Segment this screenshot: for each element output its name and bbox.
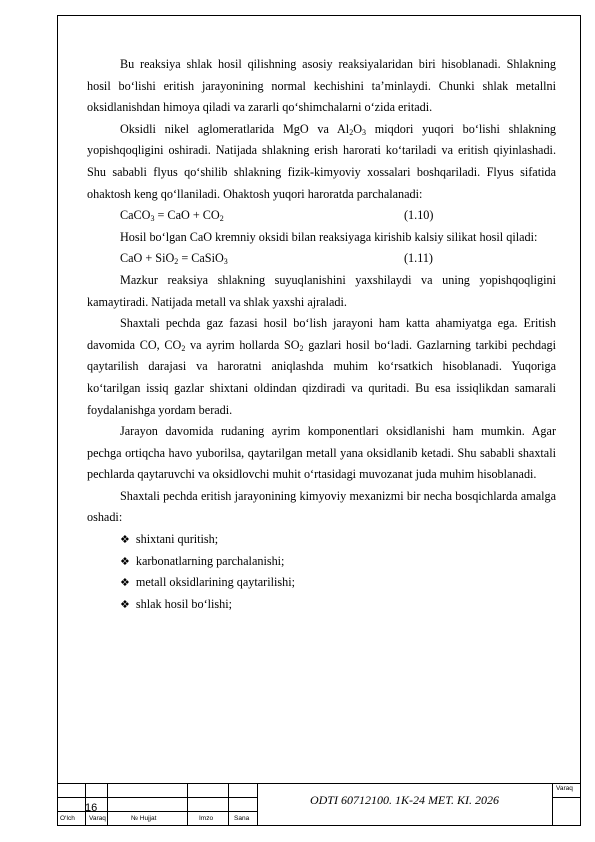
list-item: ❖ metall oksidlarining qaytarilishi; xyxy=(120,575,295,590)
column-header-olch: O‘lch xyxy=(60,815,75,822)
paragraph-slag-reaction: Bu reaksiya shlak hosil qilishning asosiy reaksiyalaridan biri hisoblanadi. Shlakning hosil bo‘lishi eritish jarayonining normal kechishini ta’minlaydi. Chunki shlak metallni oksidlanishdan himoya qiladi va zararli qo‘shimchalarni o‘zida eritadi. xyxy=(87,57,556,115)
document-body xyxy=(87,54,556,615)
list-item: ❖ shixtani quritish; xyxy=(120,532,219,547)
equation-number: (1.10) xyxy=(404,208,434,223)
column-header-sana: Sana xyxy=(234,815,250,822)
sheet-number: 16 xyxy=(85,802,98,814)
paragraph-gas-phase: Shaxtali pechda gaz fazasi hosil bo‘lish jarayoni ham katta ahamiyatga ega. Eritish davomida CO, $CO_2$ va ayrim hollarda $SO_2$ gazlari hosil bo‘ladi. Gazlarning tarkibi pechdagi qaytarilish darajasi va haroratni aniqlashda muhim ko‘rsatkich hisoblanadi. Yuqoriga ko‘tarilgan issiq gazlar shixtani oldindan qizdiradi va quritadi. Bu esa issiqlikdan samarali foydalanishga yordam beradi. xyxy=(87,316,557,417)
column-header-varaq: Varaq xyxy=(89,815,106,822)
paragraph-oxidation: Jarayon davomida rudaning ayrim komponentlari oksidlanishi ham mumkin. Agar pechga ortiqcha havo yuborilsa, qaytarilgan metall yana oksidlanib ketadi. Shu sababli shaxtali pechlarda qaytaruvchi va oksidlovchi muhit o‘rtasidagi muvozanat juda muhim hisoblanadi. xyxy=(87,424,556,482)
title-block-divider xyxy=(107,783,108,826)
diamond-bullet-icon: ❖ xyxy=(120,554,130,568)
title-block-line xyxy=(57,797,257,798)
equation-1-11: CaO + SiO$_2$ = CaSiO$_3$ (1.11) xyxy=(87,248,556,270)
diamond-bullet-icon: ❖ xyxy=(120,597,130,611)
paragraph-cao-silicate: Hosil bo‘lgan CaO kremniy oksidi bilan reaksiyaga kirishib kalsiy silikat hosil qiladi: xyxy=(120,229,538,244)
title-block-line xyxy=(552,797,581,798)
paragraph-mgo-al2o3: Oksidli nikel aglomeratlarida MgO va $Al_2O_3$ miqdori yuqori bo‘lishi shlakning yopishqoqligini oshiradi. Natijada shlakning erish harorati ko‘tariladi va eritish qiyinlashadi. Shu sababli flyus qo‘shilib shlakning fizik-kimyoviy xossalari boshqariladi. Flyus sifatida ohaktosh keng qo‘llaniladi. Ohaktosh yuqori haroratda parchalanadi: xyxy=(87,121,557,201)
list-item: ❖ karbonatlarning parchalanishi; xyxy=(120,553,285,568)
column-header-imzo: Imzo xyxy=(199,815,214,822)
list-item: ❖ shlak hosil bo‘lishi; xyxy=(120,596,233,611)
title-block-top-line xyxy=(57,783,581,784)
column-header-hujjat: № Hujjat xyxy=(131,815,157,822)
sheet-label: Varaq xyxy=(556,785,573,792)
title-block xyxy=(57,783,581,826)
equation-number: (1.11) xyxy=(404,251,433,266)
equation-1-10: CaCO$_3$ = CaO + $CO_2$ (1.10) xyxy=(87,205,556,227)
title-block-divider xyxy=(187,783,188,826)
title-block-divider xyxy=(552,783,553,826)
paragraph-reaction-effect: Mazkur reaksiya shlakning suyuqlanishini yaxshilaydi va uning yopishqoqligini kamaytiradi. Natijada metall va shlak yaxshi ajraladi. xyxy=(87,272,556,309)
diamond-bullet-icon: ❖ xyxy=(120,576,130,590)
document-code: ODTI 60712100. 1K-24 MET. KI. 2026 xyxy=(309,793,500,807)
paragraph-mechanism: Shaxtali pechda eritish jarayonining kimyoviy mexanizmi bir necha bosqichlarda amalga oshadi: xyxy=(87,488,556,525)
title-block-divider xyxy=(228,783,229,826)
diamond-bullet-icon: ❖ xyxy=(120,533,130,547)
